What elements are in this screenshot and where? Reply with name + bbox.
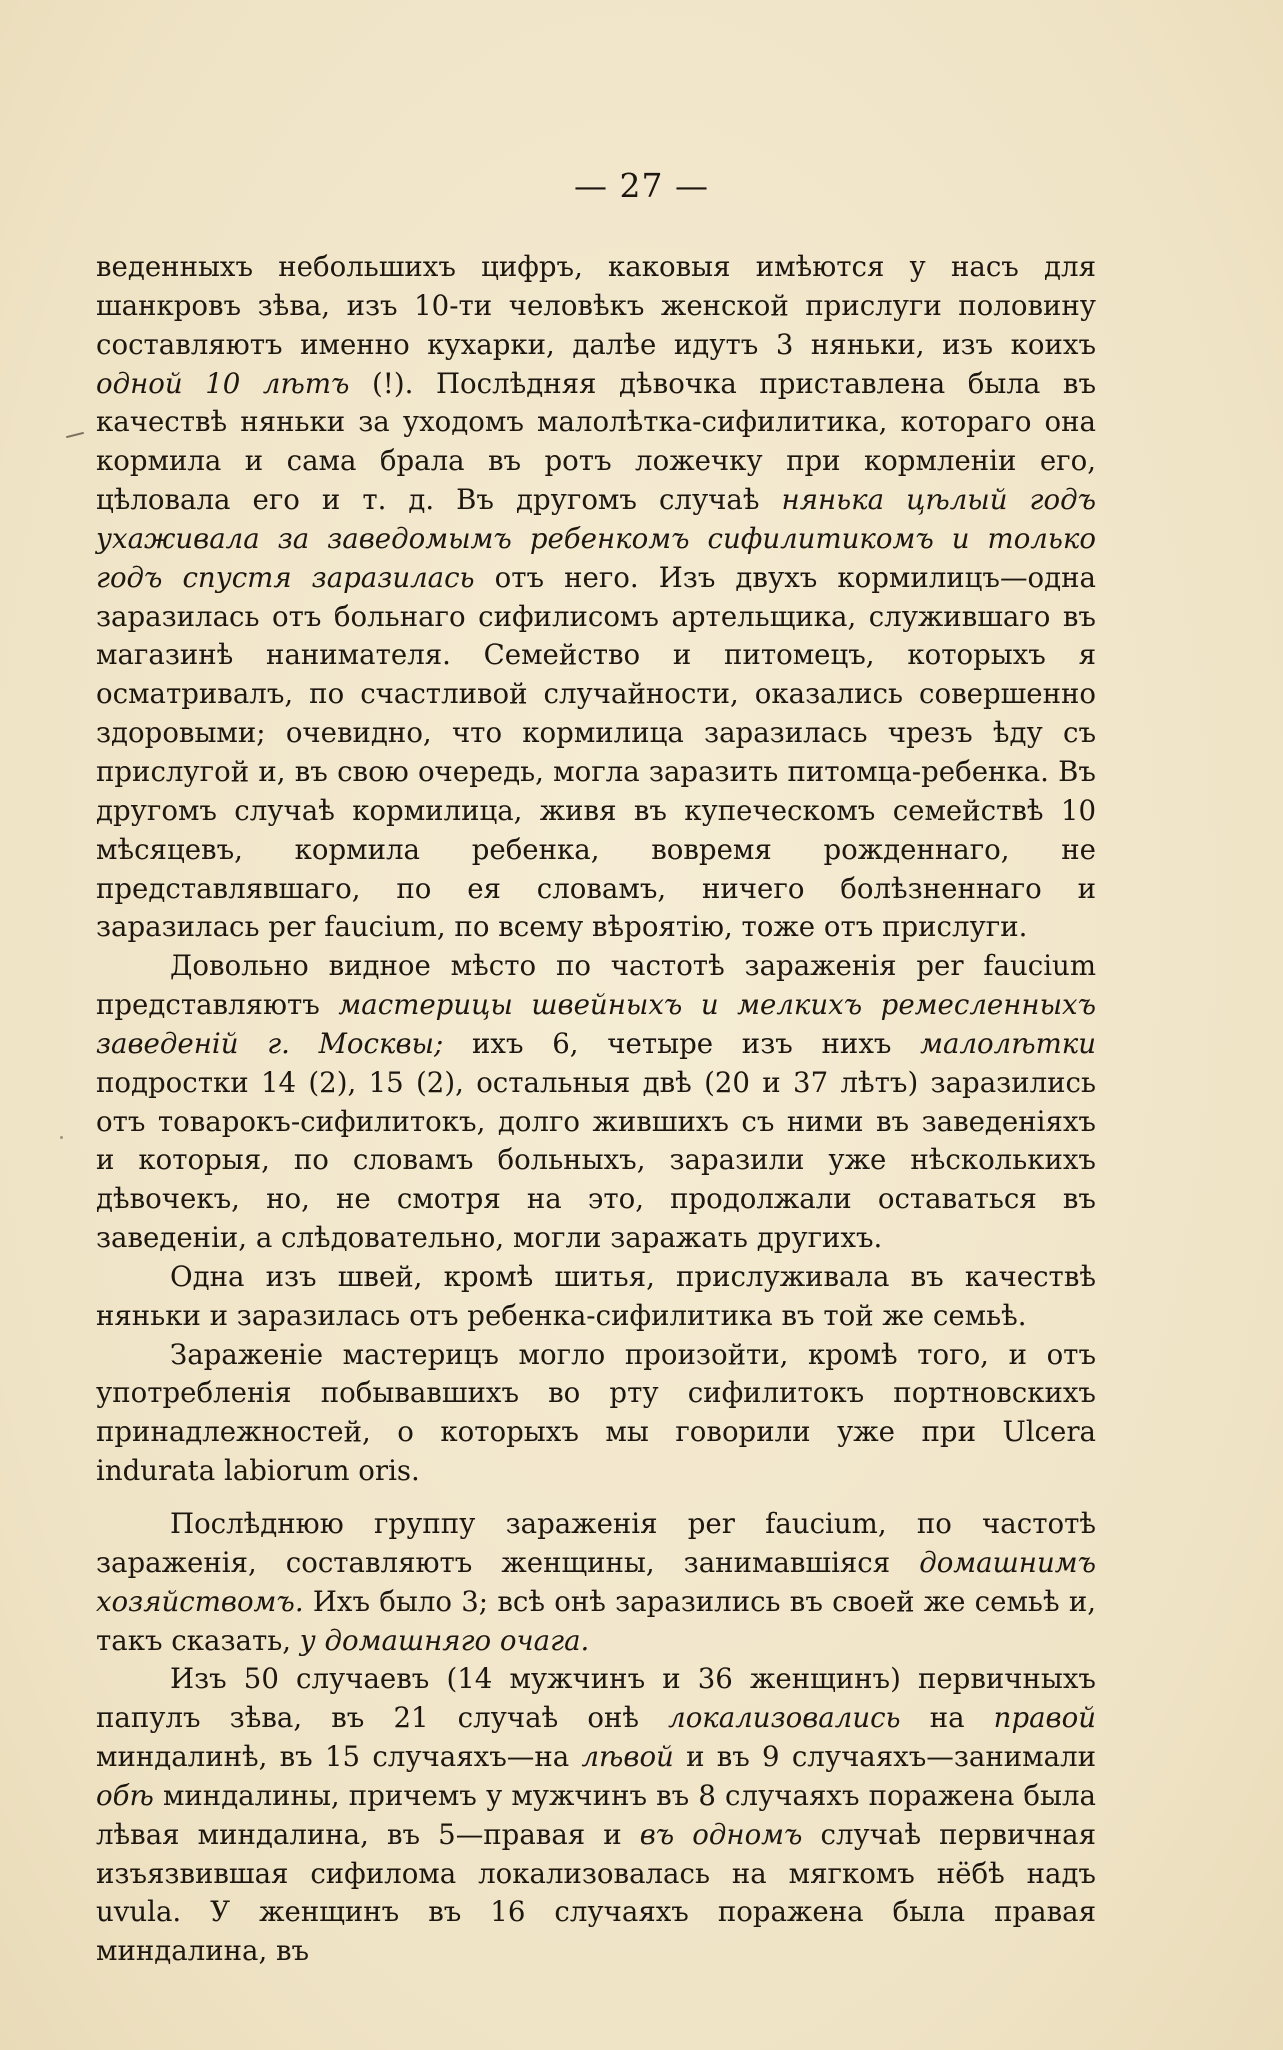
text-run: Довольно видное мѣсто по частотѣ зараженія per faucium представляютъ bbox=[96, 949, 1096, 1022]
body-text bbox=[96, 248, 1096, 1971]
text-run: Послѣднюю группу зараженія per faucium, по частотѣ зараженія, составляютъ женщины, занимавшіяся bbox=[96, 1507, 1096, 1579]
page-number: — 27 — bbox=[574, 166, 709, 205]
text-run: подростки 14 (2), 15 (2), остальныя двѣ (20 и 37 лѣтъ) заразились отъ товарокъ-сифилитокъ, долго жившихъ съ ними въ заведеніяхъ и которыя, по словамъ больныхъ, заразили уже нѣсколькихъ дѣвочекъ, но, не смотря на это, продолжали оставаться въ заведеніи, а слѣдовательно, могли заражать другихъ. bbox=[96, 1065, 1096, 1255]
paragraph bbox=[96, 1336, 1096, 1491]
text-run: Зараженіе мастерицъ могло произойти, кромѣ того, и отъ употребленія побывавшихъ во рту сифилитокъ портновскихъ принадлежностей, о которыхъ мы говорили уже при Ulcera indurata labiorum oris. bbox=[96, 1337, 1096, 1488]
italic-text: въ одномъ bbox=[639, 1817, 803, 1851]
text-run: веденныхъ небольшихъ цифръ, каковыя имѣются у насъ для шанкровъ зѣва, изъ 10-ти человѣкъ женской прислуги половину составляютъ именно кухарки, далѣе идутъ 3 няньки, изъ коихъ bbox=[96, 250, 1096, 361]
italic-text: одной 10 лѣтъ bbox=[96, 366, 350, 400]
paragraph bbox=[96, 248, 1096, 947]
italic-text: домашнимъ хозяйствомъ. bbox=[96, 1545, 1096, 1618]
text-run: Изъ 50 случаевъ (14 мужчинъ и 36 женщинъ) первичныхъ папулъ зѣва, въ 21 случаѣ онѣ bbox=[96, 1662, 1096, 1735]
paragraph bbox=[96, 1505, 1096, 1660]
text-run: на bbox=[900, 1701, 994, 1735]
italic-text: нянька цѣлый годъ ухаживала за заведомымъ ребенкомъ сифилитикомъ и только годъ спустя заразилась bbox=[96, 483, 1096, 594]
text-run: случаѣ первичная изъязвившая сифилома локализовалась на мягкомъ нёбѣ надъ uvula. У женщинъ въ 16 случаяхъ поражена была правая миндалина, въ bbox=[96, 1817, 1096, 1968]
text-run: и въ 9 случаяхъ—занимали bbox=[673, 1740, 1097, 1774]
text-run: Ихъ было 3; всѣ онѣ заразились въ своей же семьѣ и, такъ сказать, bbox=[96, 1584, 1096, 1657]
paragraph bbox=[96, 1258, 1096, 1336]
text-run: Одна изъ швей, кромѣ шитья, прислуживала въ качествѣ няньки и заразилась отъ ребенка-сифилитика въ той же семьѣ. bbox=[96, 1259, 1096, 1332]
text-run: миндалинѣ, въ 15 случаяхъ—на bbox=[96, 1740, 582, 1774]
italic-text: у домашняго очага. bbox=[299, 1623, 590, 1657]
italic-text: малолѣтки bbox=[920, 1026, 1096, 1060]
text-run: отъ него. Изъ двухъ кормилицъ—одна заразилась отъ больнаго сифилисомъ артельщика, служившаго въ магазинѣ нанимателя. Семейство и питомецъ, которыхъ я осматривалъ, по счастливой случайности, оказались совершенно здоровыми; очевидно, что кормилица заразилась чрезъ ѣду съ прислугой и, въ свою очередь, могла заразить питомца-ребенка. Въ другомъ случаѣ кормилица, живя въ купеческомъ семействѣ 10 мѣсяцевъ, кормила ребенка, вовремя рожденнаго, не представлявшаго, по ея словамъ, ничего болѣзненнаго и заразилась per faucium, по всему вѣроятію, тоже отъ прислуги. bbox=[96, 560, 1096, 944]
italic-text: правой bbox=[993, 1701, 1097, 1735]
margin-mark bbox=[66, 432, 84, 438]
paragraph bbox=[96, 1660, 1096, 1971]
margin-dot bbox=[60, 1136, 63, 1139]
text-run: ихъ 6, четыре изъ нихъ bbox=[443, 1026, 921, 1060]
italic-text: мастерицы швейныхъ и мелкихъ ремесленныхъ заведеній г. Москвы; bbox=[96, 988, 1096, 1060]
italic-text: лѣвой bbox=[581, 1740, 674, 1774]
italic-text: обѣ bbox=[96, 1778, 154, 1812]
italic-text: локализовались bbox=[668, 1701, 901, 1735]
paragraph bbox=[96, 947, 1096, 1258]
text-run: (!). Послѣдняя дѣвочка приставлена была въ качествѣ няньки за уходомъ малолѣтка-сифилитика, котораго она кормила и сама брала въ ротъ ложечку при кормленіи его, цѣловала его и т. д. Въ другомъ случаѣ bbox=[96, 366, 1097, 517]
text-run: миндалины, причемъ у мужчинъ въ 8 случаяхъ поражена была лѣвая миндалина, въ 5—правая и bbox=[96, 1778, 1096, 1851]
